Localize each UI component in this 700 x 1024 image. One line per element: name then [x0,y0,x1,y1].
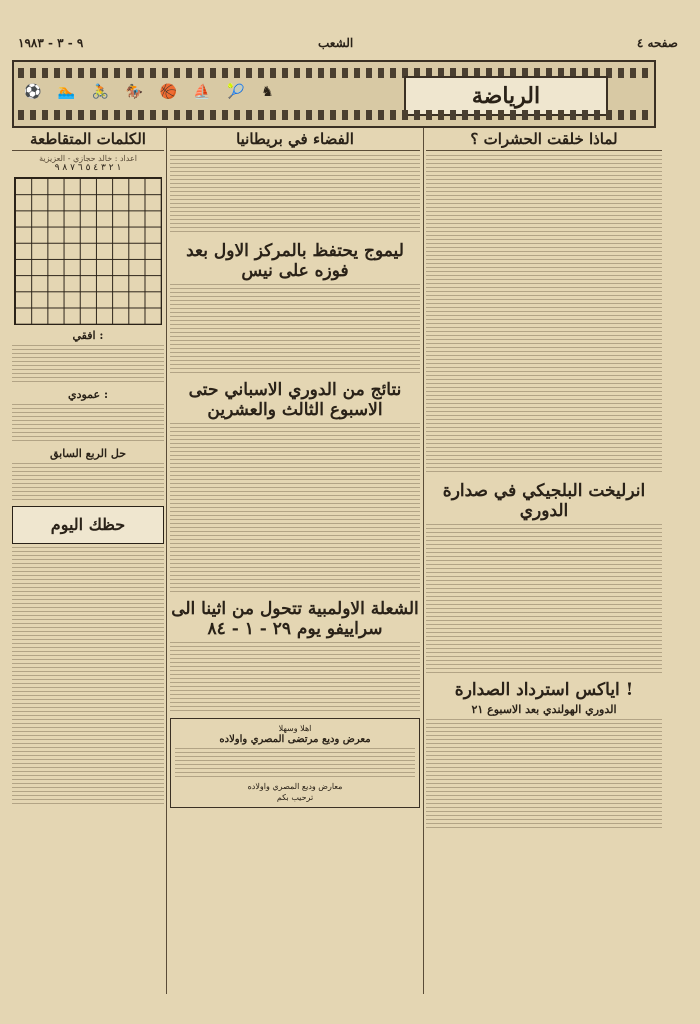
belgium-table [426,524,662,674]
limoges-headline: ليموج يحتفظ بالمركز الاول بعد فوزه على نيس [186,241,404,281]
horoscope-text [12,547,164,807]
crossword-grid [14,177,162,325]
page-number: صفحه ٤ [636,36,678,50]
sports-banner [12,60,656,128]
section-title: الرياضة [404,76,608,116]
previous-solution: حل الربع السابق [50,447,126,460]
ad-title: معرض وديع مرتضى المصري واولاده [219,734,371,745]
insects-article [426,155,662,475]
insects-headline: لماذا خلقت الحشرات ؟ [426,128,662,151]
crossword-title: الكلمات المتقاطعة [12,128,164,151]
right-column [426,128,662,994]
column-rule [166,128,167,994]
down-label: عمودي : [67,388,108,401]
spain-headline: نتائج من الدوري الاسباني حتى الاسبوع الثالث والعشرين [188,380,402,420]
dutch-league-label: الدوري الهولندي بعد الاسبوع ٢١ [471,703,617,716]
advertisement [170,718,420,808]
middle-column [170,128,420,994]
ad-welcome: ترحيب بكم [276,793,314,802]
horoscope-title: حظك اليوم [12,506,164,544]
left-column [12,128,164,994]
across-clues [12,345,164,385]
ad-greeting: اهلا وسهلا [278,724,312,733]
space-headline: الفضاء في بريطانيا [170,128,420,151]
crossword-author: اعداد : خالد حجازي - العزيزية [39,154,137,163]
solution-text [12,463,164,503]
ad-body [175,748,415,778]
limoges-article [170,284,420,374]
sports-icons: ⚽ 🏊 🚴 🏇 🏀 ⛵ 🎾 ♞ [24,84,280,100]
paper-name: الشعب [318,36,354,50]
torch-article [170,642,420,712]
issue-date: ٩ - ٣ - ١٩٨٣ [18,36,84,50]
torch-headline: الشعلة الاولمبية تتحول من اثينا الى سراييفو يوم ٢٩ - ١ - ٨٤ [171,599,419,639]
ad-company: معارض وديع المصري واولاده [247,782,343,791]
across-label: افقي : [72,329,104,342]
spain-results [170,423,420,593]
belgium-headline: انرليخت البلجيكي في صدارة الدوري [442,481,646,521]
banner-strip-bottom [18,110,650,120]
down-clues [12,404,164,444]
ajax-headline: اياكس استرداد الصدارة ! [454,680,634,700]
column-rule [423,128,424,994]
space-article [170,155,420,235]
page-header [18,36,678,50]
grid-digits: ١ ٢ ٣ ٤ ٥ ٦ ٧ ٨ ٩ [54,163,122,173]
dutch-table [426,719,662,829]
